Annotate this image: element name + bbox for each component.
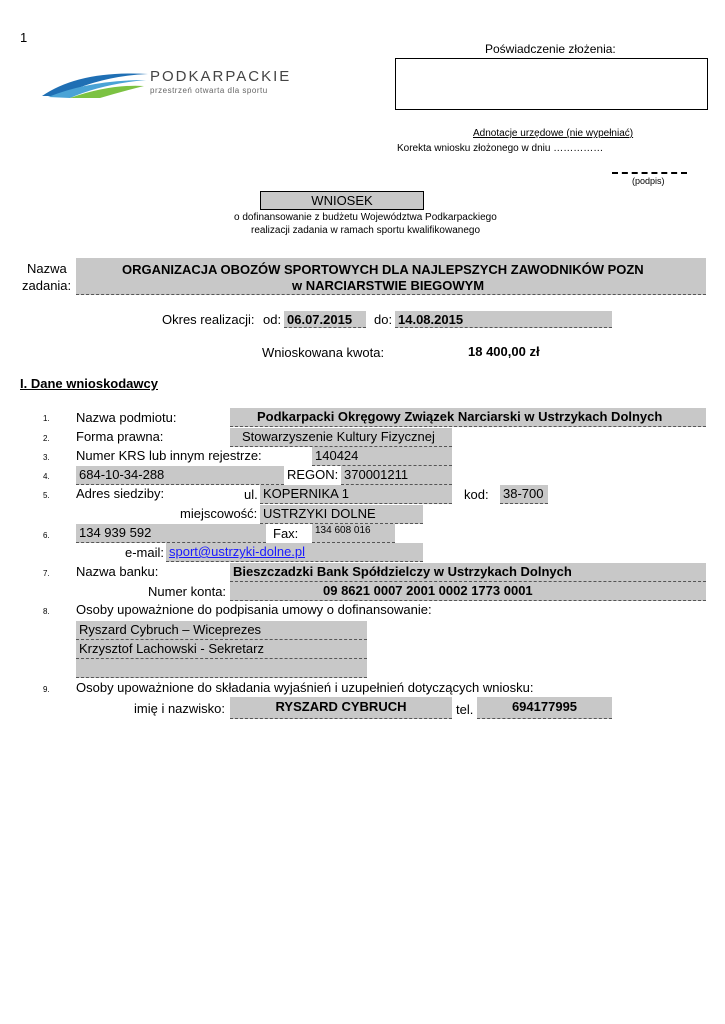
city-field[interactable]: USTRZYKI DOLNE xyxy=(260,505,423,524)
item-number-7: 7. xyxy=(43,569,50,578)
podkarpackie-logo xyxy=(40,64,300,104)
correction-text: Korekta wniosku złożonego w dniu …………… xyxy=(397,143,604,154)
code-label: kod: xyxy=(464,487,489,502)
contact-label: Osoby upoważnione do składania wyjaśnień i uzupełnień dotyczących wniosku: xyxy=(76,680,534,695)
signer-field-3[interactable] xyxy=(76,659,367,678)
item-number-2: 2. xyxy=(43,434,50,443)
fax-field[interactable]: 134 608 016 xyxy=(312,524,395,543)
contact-name-label: imię i nazwisko: xyxy=(134,701,226,716)
task-label-2: zadania: xyxy=(22,278,72,293)
signers-label: Osoby upoważnione do podpisania umowy o dofinansowanie: xyxy=(76,602,432,617)
certification-label: Poświadczenie złożenia: xyxy=(485,42,616,56)
period-to-field[interactable]: 14.08.2015 xyxy=(395,311,612,328)
email-field[interactable] xyxy=(166,543,423,562)
signature-line xyxy=(612,172,687,174)
logo-tagline: przestrzeń otwarta dla sportu xyxy=(150,86,268,95)
nip-field[interactable]: 684-10-34-288 xyxy=(76,466,284,485)
period-from-label: od: xyxy=(263,312,282,327)
official-notes-label: Adnotacje urzędowe (nie wypełniać) xyxy=(473,128,634,139)
email-link[interactable]: sport@ustrzyki-dolne.pl xyxy=(169,544,306,559)
amount-value: 18 400,00 zł xyxy=(468,344,540,359)
address-label: Adres siedziby: xyxy=(76,486,165,501)
task-label-1: Nazwa xyxy=(27,261,67,276)
logo-name: PODKARPACKIE xyxy=(150,68,292,85)
item-number-5: 5. xyxy=(43,491,50,500)
bank-label: Nazwa banku: xyxy=(76,564,159,579)
contact-name-field[interactable]: RYSZARD CYBRUCH xyxy=(230,697,452,719)
page-number: 1 xyxy=(20,30,28,45)
period-to-label: do: xyxy=(374,312,393,327)
signer-field-2[interactable]: Krzysztof Lachowski - Sekretarz xyxy=(76,640,367,659)
item-number-3: 3. xyxy=(43,453,50,462)
city-label: miejscowość: xyxy=(180,506,258,521)
period-from-field[interactable]: 06.07.2015 xyxy=(284,311,366,328)
task-name-field[interactable] xyxy=(76,258,706,295)
legal-form-label: Forma prawna: xyxy=(76,429,164,444)
phone-field[interactable]: 134 939 592 xyxy=(76,524,266,543)
legal-form-field[interactable]: Stowarzyszenie Kultury Fizycznej xyxy=(230,428,452,447)
period-label: Okres realizacji: xyxy=(162,312,255,327)
form-title: WNIOSEK xyxy=(260,191,424,210)
account-label: Numer konta: xyxy=(148,584,227,599)
entity-field[interactable]: Podkarpacki Okręgowy Związek Narciarski w Ustrzykach Dolnych xyxy=(230,408,706,427)
tel-label: tel. xyxy=(456,702,474,717)
certification-box xyxy=(395,58,708,110)
item-number-6: 6. xyxy=(43,531,50,540)
item-number-4: 4. xyxy=(43,472,50,481)
signature-label: (podpis) xyxy=(632,176,665,186)
street-label: ul. xyxy=(244,487,258,502)
amount-label: Wnioskowana kwota: xyxy=(262,345,385,360)
regon-label: REGON: xyxy=(287,467,339,482)
tel-field[interactable]: 694177995 xyxy=(477,697,612,719)
form-subtitle-1: o dofinansowanie z budżetu Województwa Podkarpackiego xyxy=(234,212,497,223)
krs-field[interactable]: 140424 xyxy=(312,447,452,466)
task-name-line-1: ORGANIZACJA OBOZÓW SPORTOWYCH DLA NAJLEPSZYCH ZAWODNIKÓW POZN xyxy=(122,262,644,277)
item-number-1: 1. xyxy=(43,414,50,423)
task-name-line-2: w NARCIARSTWIE BIEGOWYM xyxy=(292,278,485,293)
krs-label: Numer KRS lub innym rejestrze: xyxy=(76,448,262,463)
item-number-9: 9. xyxy=(43,685,50,694)
account-field[interactable]: 09 8621 0007 2001 0002 1773 0001 xyxy=(230,582,706,601)
email-label: e-mail: xyxy=(125,545,165,560)
bank-field[interactable]: Bieszczadzki Bank Spółdzielczy w Ustrzykach Dolnych xyxy=(230,563,706,582)
fax-label: Fax: xyxy=(273,526,299,541)
entity-label: Nazwa podmiotu: xyxy=(76,410,177,425)
street-field[interactable]: KOPERNIKA 1 xyxy=(260,485,452,504)
regon-field[interactable]: 370001211 xyxy=(341,466,452,485)
form-subtitle-2: realizacji zadania w ramach sportu kwalifikowanego xyxy=(251,225,480,236)
code-field[interactable]: 38-700 xyxy=(500,485,548,504)
logo-swoosh-icon xyxy=(40,66,150,100)
signer-field-1[interactable]: Ryszard Cybruch – Wiceprezes xyxy=(76,621,367,640)
section-title: I. Dane wnioskodawcy xyxy=(20,376,158,391)
item-number-8: 8. xyxy=(43,607,50,616)
